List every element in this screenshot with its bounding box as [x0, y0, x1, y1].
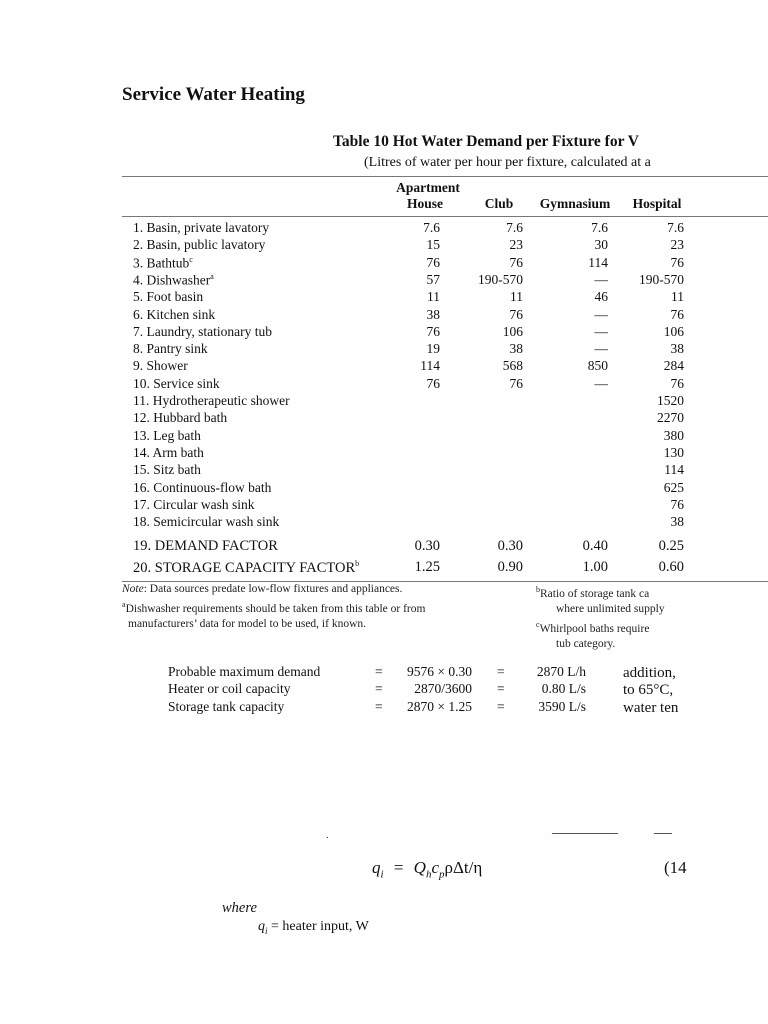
row-label-text: 12. Hubbard bath [133, 410, 228, 426]
table-row [0, 410, 768, 427]
table-cell: 1.00 [582, 559, 608, 575]
table-row [0, 289, 768, 306]
table-header-rule [122, 216, 768, 217]
table-cell: 30 [594, 237, 608, 253]
calculation-line [0, 699, 768, 717]
table-subtitle: (Litres of water per hour per fixture, calculated at a [364, 155, 651, 170]
table-cell: 76 [509, 306, 523, 322]
row-label-text: 1. Basin, private lavatory [133, 220, 270, 235]
table-cell: 38 [670, 514, 684, 530]
footnote-marker: c [189, 254, 193, 264]
table-row [0, 341, 768, 358]
table-cell: 23 [670, 237, 684, 253]
table-cell: 46 [594, 289, 608, 305]
row-label [133, 289, 203, 305]
note-line: $^a$Dishwasher requirements should be taken from this table or from [122, 600, 426, 615]
table-cell: 114 [664, 462, 684, 478]
row-label [133, 514, 279, 530]
calc-result: 3590 L/s [538, 698, 586, 714]
table-row [0, 538, 768, 555]
table-cell: 76 [509, 375, 523, 391]
row-label [133, 445, 204, 461]
table-title: Table 10 Hot Water Demand per Fixture for V [333, 133, 639, 150]
stray-dot: . [326, 830, 329, 841]
table-cell: 850 [587, 358, 608, 374]
note-line: tub category. [556, 637, 616, 650]
row-label [133, 341, 208, 357]
table-cell: 7.6 [591, 220, 608, 235]
table-cell: 76 [509, 254, 523, 270]
table-row [0, 255, 768, 272]
table-cell: 0.30 [497, 538, 523, 554]
table-cell: 76 [426, 375, 440, 391]
table-cell: 114 [588, 254, 608, 270]
table-row [0, 514, 768, 531]
table-row [0, 559, 768, 576]
table-cell: — [594, 341, 608, 357]
note-line: manufacturers’ data for model to be used, if known. [128, 617, 367, 630]
calc-expression: 2870/3600 [414, 681, 472, 697]
link-underline [654, 833, 672, 834]
table-row [0, 393, 768, 410]
continued-text: addition, [623, 665, 676, 681]
table-cell: 106 [502, 323, 523, 339]
table-row [0, 237, 768, 254]
equals-sign: = [497, 698, 505, 714]
equals-sign: = [375, 664, 383, 679]
row-label-text: 4. Dishwasher [133, 272, 211, 288]
note-line: Note: Data sources predate low-flow fixtures and appliances. [122, 583, 403, 595]
table-cell: 7.6 [423, 220, 440, 235]
column-header-gymnasium: Gymnasium [539, 196, 611, 211]
notes-left [122, 582, 425, 632]
column-header-apartment: Apartment [396, 180, 460, 195]
calc-result: 0.80 L/s [541, 681, 586, 697]
table-cell: 76 [426, 323, 440, 339]
table-cell: 106 [663, 323, 684, 339]
table-cell: — [594, 323, 608, 339]
table-row [0, 272, 768, 289]
table-cell: 568 [502, 358, 523, 374]
table-cell: 0.40 [582, 538, 608, 554]
calc-result: 2870 L/h [536, 664, 586, 679]
table-cell: 0.25 [658, 538, 684, 554]
table-cell: 76 [670, 496, 684, 512]
row-label [133, 393, 290, 409]
table-top-rule [122, 176, 768, 177]
row-label-text: 17. Circular wash sink [133, 496, 255, 512]
table-row [0, 428, 768, 445]
table-cell: — [594, 375, 608, 391]
table-cell: 1520 [657, 393, 684, 408]
calc-label: Heater or coil capacity [168, 681, 291, 697]
row-label [133, 307, 215, 323]
row-label [133, 559, 359, 577]
table-cell: 38 [670, 341, 684, 357]
table-cell: — [594, 306, 608, 322]
calc-label: Storage tank capacity [168, 698, 285, 714]
row-label-text: 19. DEMAND FACTOR [133, 538, 278, 554]
row-label [133, 358, 188, 374]
table-row [0, 445, 768, 462]
table-cell: 114 [420, 358, 440, 374]
table-cell: 0.90 [497, 559, 523, 575]
row-label-text: 8. Pantry sink [133, 341, 208, 357]
row-label-text: 16. Continuous-flow bath [133, 479, 272, 495]
row-label-text: 2. Basin, public lavatory [133, 237, 266, 253]
calculation-line [0, 681, 768, 699]
continued-text: water ten [623, 699, 679, 716]
table-cell: 15 [426, 237, 440, 253]
row-label-text: 5. Foot basin [133, 289, 204, 305]
table-cell: 11 [510, 289, 523, 305]
row-label [133, 538, 278, 555]
row-label-text: 14. Arm bath [133, 444, 204, 460]
table-cell: 130 [663, 444, 684, 460]
column-header-house: House [406, 196, 443, 211]
continued-text: to 65°C, [623, 682, 674, 699]
notes-right [536, 582, 665, 652]
table-cell: 190-570 [639, 271, 684, 287]
row-label [133, 410, 227, 426]
row-label [133, 428, 201, 444]
table-cell: 11 [427, 289, 440, 305]
row-label-text: 20. STORAGE CAPACITY FACTOR [133, 559, 356, 576]
footnote-marker: a [210, 271, 214, 281]
row-label [133, 480, 271, 496]
table-cell: 1.25 [414, 559, 440, 575]
row-label [133, 255, 193, 272]
row-label [133, 324, 272, 340]
note-line: $^c$Whirlpool baths require [536, 619, 650, 635]
table-row [0, 462, 768, 479]
calc-label: Probable maximum demand [168, 664, 321, 679]
calc-expression: 9576 × 0.30 [407, 664, 472, 679]
table-cell: 2270 [657, 410, 684, 426]
table-cell: — [594, 271, 608, 287]
table-cell: 19 [426, 341, 440, 357]
table-row [0, 220, 768, 237]
row-label [133, 497, 254, 513]
footnote-marker: b [355, 559, 360, 568]
row-label [133, 220, 269, 236]
row-label-text: 15. Sitz bath [133, 462, 201, 478]
equals-sign: = [375, 698, 383, 714]
row-label-text: 11. Hydrotherapeutic shower [133, 393, 290, 408]
where-label: where [222, 900, 257, 916]
table-row [0, 307, 768, 324]
table-cell: 76 [670, 254, 684, 270]
row-label-text: 10. Service sink [133, 375, 220, 391]
note-line: $^b$Ratio of storage tank ca [536, 585, 650, 600]
table-cell: 23 [509, 237, 523, 253]
column-header-club: Club [484, 196, 514, 211]
row-label-text: 3. Bathtub [133, 255, 190, 271]
table-cell: 0.60 [658, 559, 684, 575]
cut-off-line [256, 939, 386, 943]
row-label-text: 13. Leg bath [133, 427, 201, 443]
table-cell: 76 [426, 254, 440, 270]
table-cell: 625 [663, 479, 684, 495]
equation-number: (14 [664, 858, 687, 877]
table-cell: 11 [671, 289, 684, 305]
table-cell: 0.30 [414, 538, 440, 554]
table-row [0, 480, 768, 497]
equation: $q_i = Q_hc_p\rho\Delta t/\eta$ [372, 858, 483, 881]
table-row [0, 376, 768, 393]
row-label [133, 272, 214, 289]
table-cell: 380 [663, 427, 684, 443]
row-label [133, 376, 220, 392]
equals-sign: = [497, 664, 505, 679]
column-header-hospital: Hospital [632, 196, 682, 211]
table-cell: 76 [670, 306, 684, 322]
table-cell: 38 [509, 341, 523, 357]
table-row [0, 497, 768, 514]
note-line: where unlimited supply [556, 602, 665, 615]
equals-sign: = [375, 681, 383, 697]
table-cell: 284 [663, 358, 684, 374]
equals-sign: = [497, 681, 505, 697]
row-label-text: 18. Semicircular wash sink [133, 514, 280, 530]
table-cell: 7.6 [667, 220, 684, 235]
table-row [0, 358, 768, 375]
table-cell: 7.6 [506, 220, 523, 235]
row-label [133, 462, 201, 478]
table-cell: 190-570 [478, 271, 523, 287]
row-label-text: 6. Kitchen sink [133, 306, 216, 322]
calc-expression: 2870 × 1.25 [407, 698, 472, 714]
table-row [0, 324, 768, 341]
section-title: Service Water Heating [122, 84, 305, 105]
table-cell: 76 [670, 375, 684, 391]
row-label-text: 9. Shower [133, 358, 188, 374]
table-cell: 57 [426, 271, 440, 287]
definition-heater-input: $q_i$ = heater input, W [258, 919, 369, 936]
table-cell: 38 [426, 306, 440, 322]
link-underline [552, 833, 618, 834]
row-label [133, 237, 265, 253]
calculation-line [0, 664, 768, 682]
row-label-text: 7. Laundry, stationary tub [133, 323, 272, 339]
